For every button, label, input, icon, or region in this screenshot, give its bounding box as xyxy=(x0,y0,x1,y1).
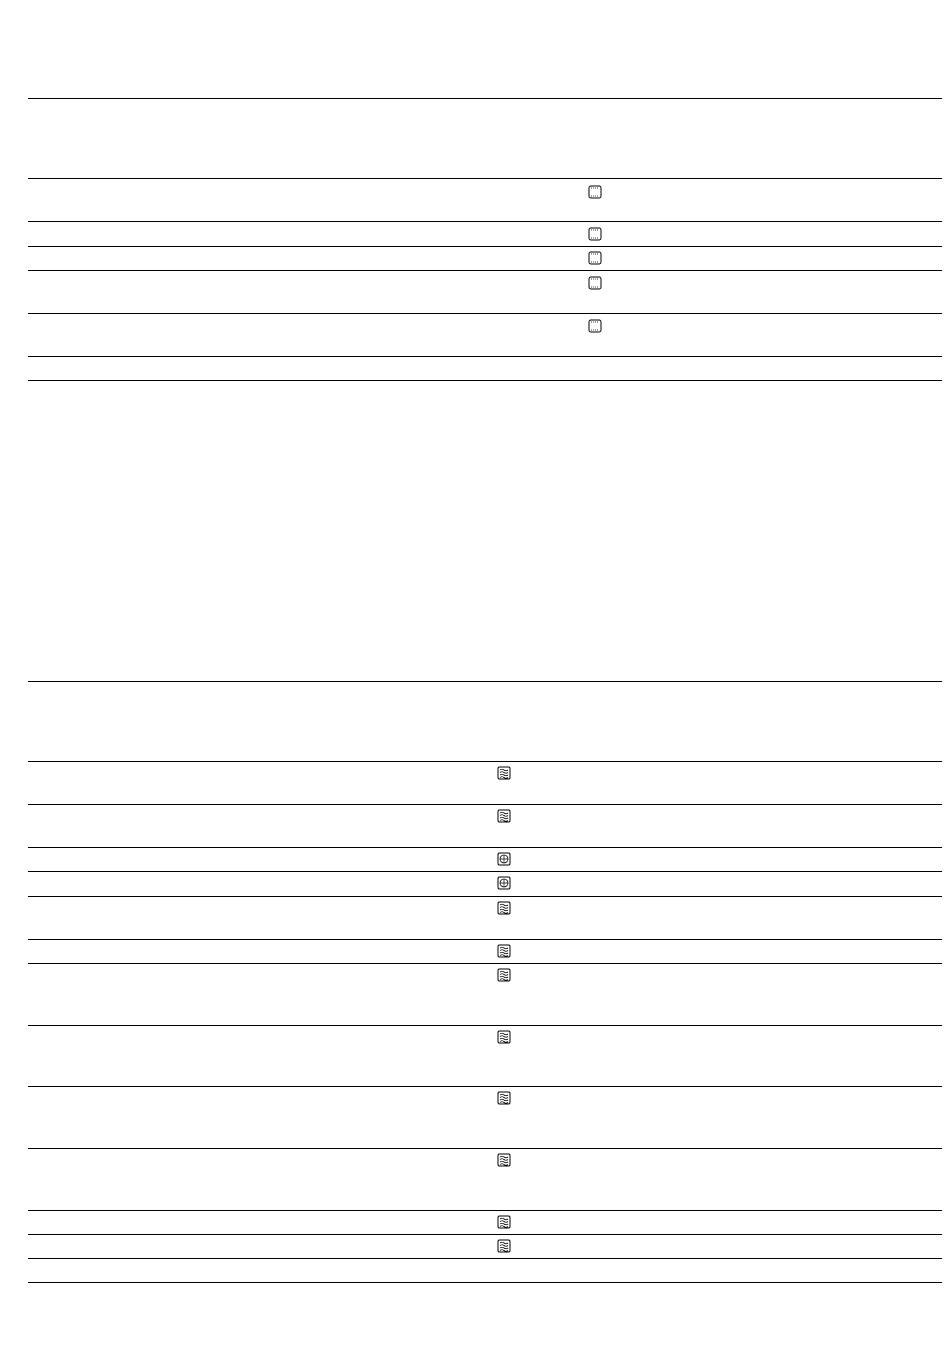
hot-air-icon xyxy=(497,809,511,823)
hot-air-icon xyxy=(497,1091,511,1105)
table-row xyxy=(28,896,942,939)
table-row xyxy=(28,1258,942,1283)
hot-air-icon xyxy=(497,1153,511,1167)
oven-top-bottom-heat-icon xyxy=(588,227,602,241)
hot-air-icon xyxy=(497,1239,511,1253)
circulating-fan-icon xyxy=(497,876,511,890)
table-row xyxy=(28,804,942,847)
hot-air-icon xyxy=(497,944,511,958)
oven-top-bottom-heat-icon xyxy=(588,251,602,265)
hot-air-icon xyxy=(497,1215,511,1229)
table-bottom xyxy=(28,681,942,1283)
table-row xyxy=(28,178,942,221)
table-row xyxy=(28,939,942,963)
hot-air-icon xyxy=(497,968,511,982)
table-row xyxy=(28,313,942,356)
table-row xyxy=(28,847,942,871)
table-row xyxy=(28,871,942,896)
oven-top-bottom-heat-icon xyxy=(588,276,602,290)
table-row xyxy=(28,221,942,246)
oven-top-bottom-heat-icon xyxy=(588,185,602,199)
table-row xyxy=(28,1234,942,1258)
table-row xyxy=(28,270,942,313)
table-row xyxy=(28,1148,942,1210)
table-top xyxy=(28,98,942,381)
table-header-row xyxy=(28,98,942,178)
table-header-row xyxy=(28,681,942,761)
table-row xyxy=(28,761,942,804)
table-row xyxy=(28,1025,942,1086)
table-row xyxy=(28,1210,942,1234)
table-row xyxy=(28,1086,942,1148)
table-row xyxy=(28,356,942,381)
hot-air-icon xyxy=(497,766,511,780)
hot-air-icon xyxy=(497,1030,511,1044)
oven-top-bottom-heat-icon xyxy=(588,319,602,333)
table-row xyxy=(28,246,942,270)
hot-air-icon xyxy=(497,901,511,915)
table-row xyxy=(28,963,942,1025)
circulating-fan-icon xyxy=(497,852,511,866)
